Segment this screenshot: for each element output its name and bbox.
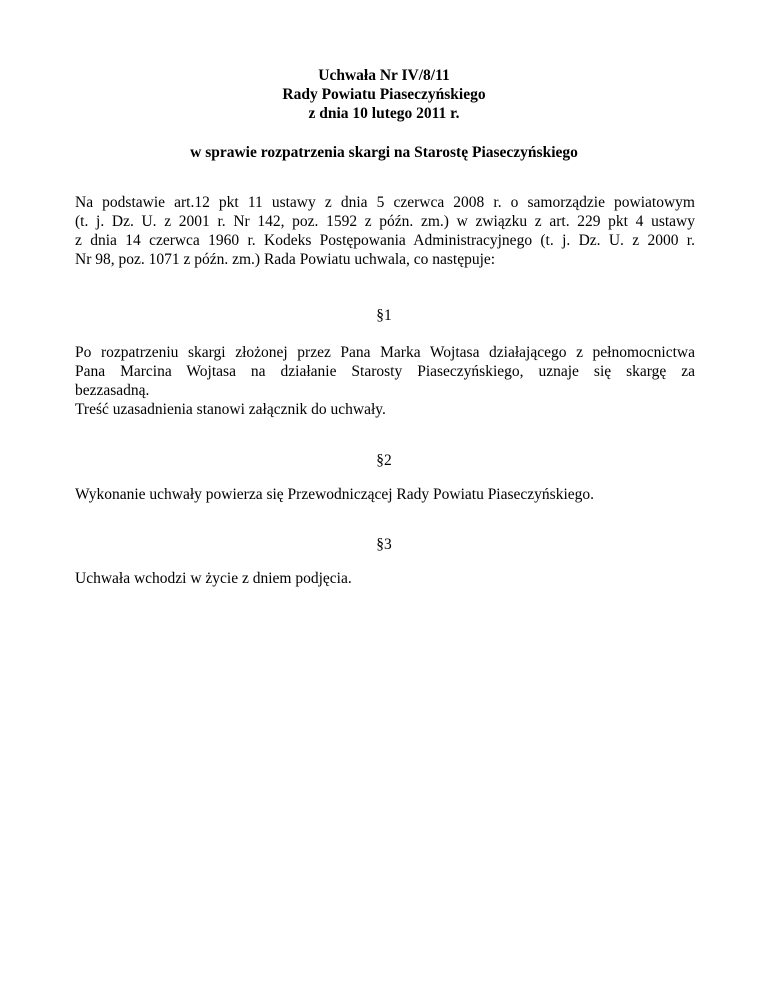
section-3-sign: §3	[376, 536, 392, 553]
section-1-text	[75, 343, 695, 419]
section-2-text: Wykonanie uchwały powierza się Przewodniczącej Rady Powiatu Piaseczyńskiego.	[75, 486, 595, 503]
section-1-line: Po rozpatrzeniu skargi złożonej przez Pana Marka Wojtasa działającego z pełnomocnictwa	[75, 344, 695, 361]
section-1-line: bezzasadną.	[75, 382, 150, 399]
resolution-header	[0, 66, 768, 123]
council-name: Rady Powiatu Piaseczyńskiego	[282, 86, 486, 103]
resolution-subject: w sprawie rozpatrzenia skargi na Starostę Piaseczyńskiego	[190, 144, 578, 161]
section-1-line: Treść uzasadnienia stanowi załącznik do uchwały.	[75, 401, 386, 418]
resolution-date: z dnia 10 lutego 2011 r.	[308, 105, 460, 122]
section-1-line: Pana Marcina Wojtasa na działanie Starosty Piaseczyńskiego, uznaje się skargę za	[75, 363, 695, 380]
section-3-text: Uchwała wchodzi w życie z dniem podjęcia.	[75, 570, 352, 587]
preamble-line: (t. j. Dz. U. z 2001 r. Nr 142, poz. 1592 z późn. zm.) w związku z art. 229 pkt 4 ustawy	[75, 213, 695, 230]
section-2-sign: §2	[376, 452, 392, 469]
preamble-line: Nr 98, poz. 1071 z późn. zm.) Rada Powiatu uchwala, co następuje:	[75, 251, 496, 268]
section-1-sign: §1	[376, 307, 392, 324]
preamble-paragraph	[75, 193, 695, 269]
preamble-line: Na podstawie art.12 pkt 11 ustawy z dnia 5 czerwca 2008 r. o samorządzie powiatowym	[75, 194, 695, 211]
preamble-line: z dnia 14 czerwca 1960 r. Kodeks Postępowania Administracyjnego (t. j. Dz. U. z 2000 r.	[75, 232, 695, 249]
resolution-number: Uchwała Nr IV/8/11	[318, 67, 450, 84]
